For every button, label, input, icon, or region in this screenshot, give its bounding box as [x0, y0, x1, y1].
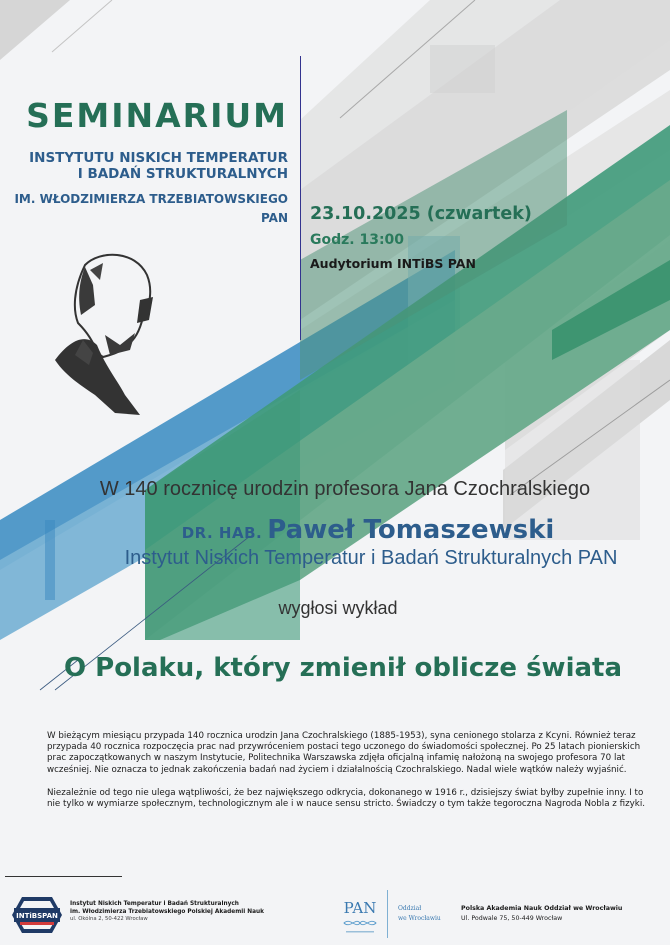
event-time: Godz. 13:00 — [310, 232, 405, 248]
lecture-title: O Polaku, który zmienił oblicze świata — [63, 653, 622, 683]
portrait-sketch-icon — [45, 245, 155, 420]
institute-line-4: PAN — [260, 211, 288, 225]
svg-text:PAN: PAN — [343, 899, 377, 917]
footer-pan-branch-line-2: we Wrocławiu — [398, 915, 441, 922]
institute-line-3: IM. WŁODZIMIERZA TRZEBIATOWSKIEGO — [14, 192, 288, 206]
footer-pan-name: Polska Akademia Nauk Oddział we Wrocławiu — [461, 905, 623, 912]
footer-institute-address: ul. Okólna 2, 50-422 Wrocław — [70, 916, 148, 922]
seminar-title: SEMINARIUM — [26, 96, 288, 135]
lecture-intro: wygłosi wykład — [278, 598, 398, 618]
institute-line-2: I BADAŃ STRUKTURALNYCH — [77, 166, 288, 182]
footer-pan-info — [461, 904, 622, 924]
footer-pan-branch-line-1: Oddział — [398, 905, 422, 912]
svg-text:INTiBSPAN: INTiBSPAN — [16, 912, 58, 920]
speaker-name: Paweł Tomaszewski — [267, 515, 555, 545]
institute-line-1: INSTYTUTU NISKICH TEMPERATUR — [29, 150, 288, 166]
institute-patron — [0, 190, 288, 228]
speaker-title: DR. HAB. — [181, 524, 263, 542]
footer-pan-address: Ul. Podwale 75, 50-449 Wrocław — [461, 915, 563, 922]
anniversary-line: W 140 rocznicę urodzin profesora Jana Czochralskiego — [99, 478, 591, 500]
footer-pan-branch — [398, 904, 441, 924]
speaker — [0, 515, 670, 545]
footer-pan-divider — [387, 890, 388, 938]
footer-rule — [5, 876, 122, 877]
pan-logo-icon — [340, 893, 380, 939]
speaker-affiliation: Instytut Niskich Temperatur i Badań Strukturalnych PAN — [124, 547, 618, 569]
event-venue: Audytorium INTiBS PAN — [310, 256, 476, 271]
abstract-paragraph-2: Niezależnie od tego nie ulega wątpliwości, że bez największego odkrycia, dokonanego w 1916 r., dzisiejszy świat byłby zupełnie inny. I to nie tylko w wymiarze społecznym, technologicznym ale i w nauce sensu stricto. Świadczy o tym także tegoroczna Nagroda Nobla z fizyki. — [47, 787, 646, 810]
event-date: 23.10.2025 (czwartek) — [310, 204, 532, 224]
footer-institute-line-2: im. Włodzimierza Trzebiatowskiego Polskiej Akademii Nauk — [70, 908, 264, 915]
abstract-paragraph-1: W bieżącym miesiącu przypada 140 rocznica urodzin Jana Czochralskiego (1885-1953), syna cenionego stolarza z Kcyni. Również teraz przypada 40 rocznica rozpoczęcia prac nad przywróceniem postaci tego uczonego do świadomości społecznej. Po 25 latach pionierskich prac zapoczątkowanych w naszym Instytucie, Politechnika Warszawska zdjęła oficjalną infamię nałożoną na swojego profesora 70 lat wcześniej. Nie oznacza to jednak zakończenia badań nad życiem i działalnością Czochralskiego. Nadal wiele wątków należy wyjaśnić. — [47, 731, 641, 775]
footer-institute-info — [70, 901, 264, 924]
intibs-logo-icon — [12, 893, 62, 937]
abstract — [47, 731, 659, 822]
footer-institute-line-1: Instytut Niskich Temperatur i Badań Strukturalnych — [70, 901, 239, 907]
header-divider — [300, 56, 301, 340]
institute-name — [0, 150, 288, 182]
